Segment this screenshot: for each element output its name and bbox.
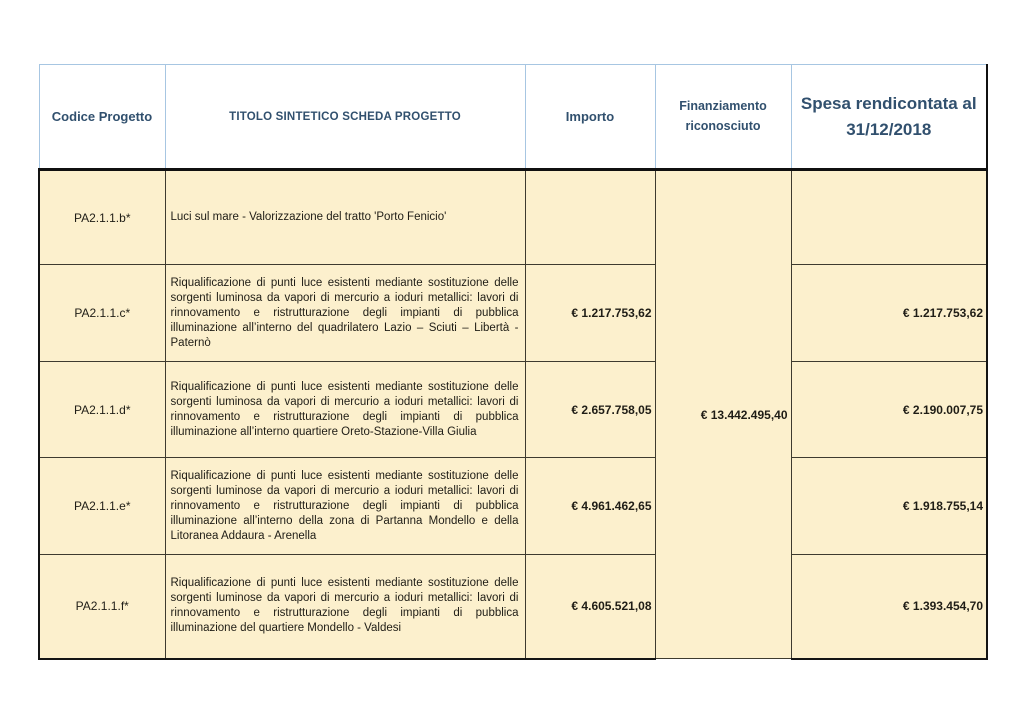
- table-row: [39, 265, 987, 362]
- importo-cell: € 2.657.758,05: [525, 362, 655, 458]
- table-row: [39, 170, 987, 265]
- header-titolo-sintetico: TITOLO SINTETICO SCHEDA PROGETTO: [165, 65, 525, 170]
- header-spesa-rendicontata: Spesa rendicontata al 31/12/2018: [791, 65, 987, 170]
- project-title-cell: Riqualificazione di punti luce esistenti mediante sostituzione delle sorgenti luminose da vapori di mercurio a ioduri metallici: lavori di rinnovamento e ristrutturazione degli impianti di pubblica illuminazione all’interno della zona di Partanna Mondello e della Litoranea Addaura - Arenella: [165, 458, 525, 555]
- table-header: [39, 65, 987, 170]
- project-title-cell: Riqualificazione di punti luce esistenti mediante sostituzione delle sorgenti luminose da vapori di mercurio a ioduri metallici: lavori di rinnovamento e ristrutturazione degli impianti di pubblica illuminazione del quartiere Mondello - Valdesi: [165, 555, 525, 659]
- spesa-cell: € 1.393.454,70: [791, 555, 987, 659]
- finanziamento-merged-cell: € 13.442.495,40: [655, 170, 791, 659]
- project-table-wrapper: [38, 64, 988, 660]
- header-importo: Importo: [525, 65, 655, 170]
- table-body: [39, 170, 987, 659]
- header-codice-progetto: Codice Progetto: [39, 65, 165, 170]
- header-finanziamento-riconosciuto: Finanziamento riconosciuto: [655, 65, 791, 170]
- spesa-cell: € 1.217.753,62: [791, 265, 987, 362]
- project-code-cell: PA2.1.1.d*: [39, 362, 165, 458]
- spesa-cell: € 1.918.755,14: [791, 458, 987, 555]
- importo-cell: € 4.961.462,65: [525, 458, 655, 555]
- importo-cell: € 1.217.753,62: [525, 265, 655, 362]
- project-title-cell: Luci sul mare - Valorizzazione del tratto 'Porto Fenicio': [165, 170, 525, 265]
- project-code-cell: PA2.1.1.b*: [39, 170, 165, 265]
- project-title-cell: Riqualificazione di punti luce esistenti mediante sostituzione delle sorgenti luminosa da vapori di mercurio a ioduri metallici: lavori di rinnovamento e ristrutturazione degli impianti di pubblica illuminazione all’interno del quadrilatero Lazio – Sciuti – Libertà - Paternò: [165, 265, 525, 362]
- project-table: [38, 64, 988, 660]
- table-row: [39, 362, 987, 458]
- table-row: [39, 555, 987, 659]
- project-title-cell: Riqualificazione di punti luce esistenti mediante sostituzione delle sorgenti luminosa da vapori di mercurio a ioduri metallici: lavori di rinnovamento e ristrutturazione degli impianti di pubblica illuminazione all’interno quartiere Oreto-Stazione-Villa Giulia: [165, 362, 525, 458]
- header-row: [39, 65, 987, 170]
- project-code-cell: PA2.1.1.c*: [39, 265, 165, 362]
- importo-cell: € 4.605.521,08: [525, 555, 655, 659]
- project-code-cell: PA2.1.1.e*: [39, 458, 165, 555]
- table-row: [39, 458, 987, 555]
- importo-cell: [525, 170, 655, 265]
- spesa-cell: [791, 170, 987, 265]
- project-code-cell: PA2.1.1.f*: [39, 555, 165, 659]
- spesa-cell: € 2.190.007,75: [791, 362, 987, 458]
